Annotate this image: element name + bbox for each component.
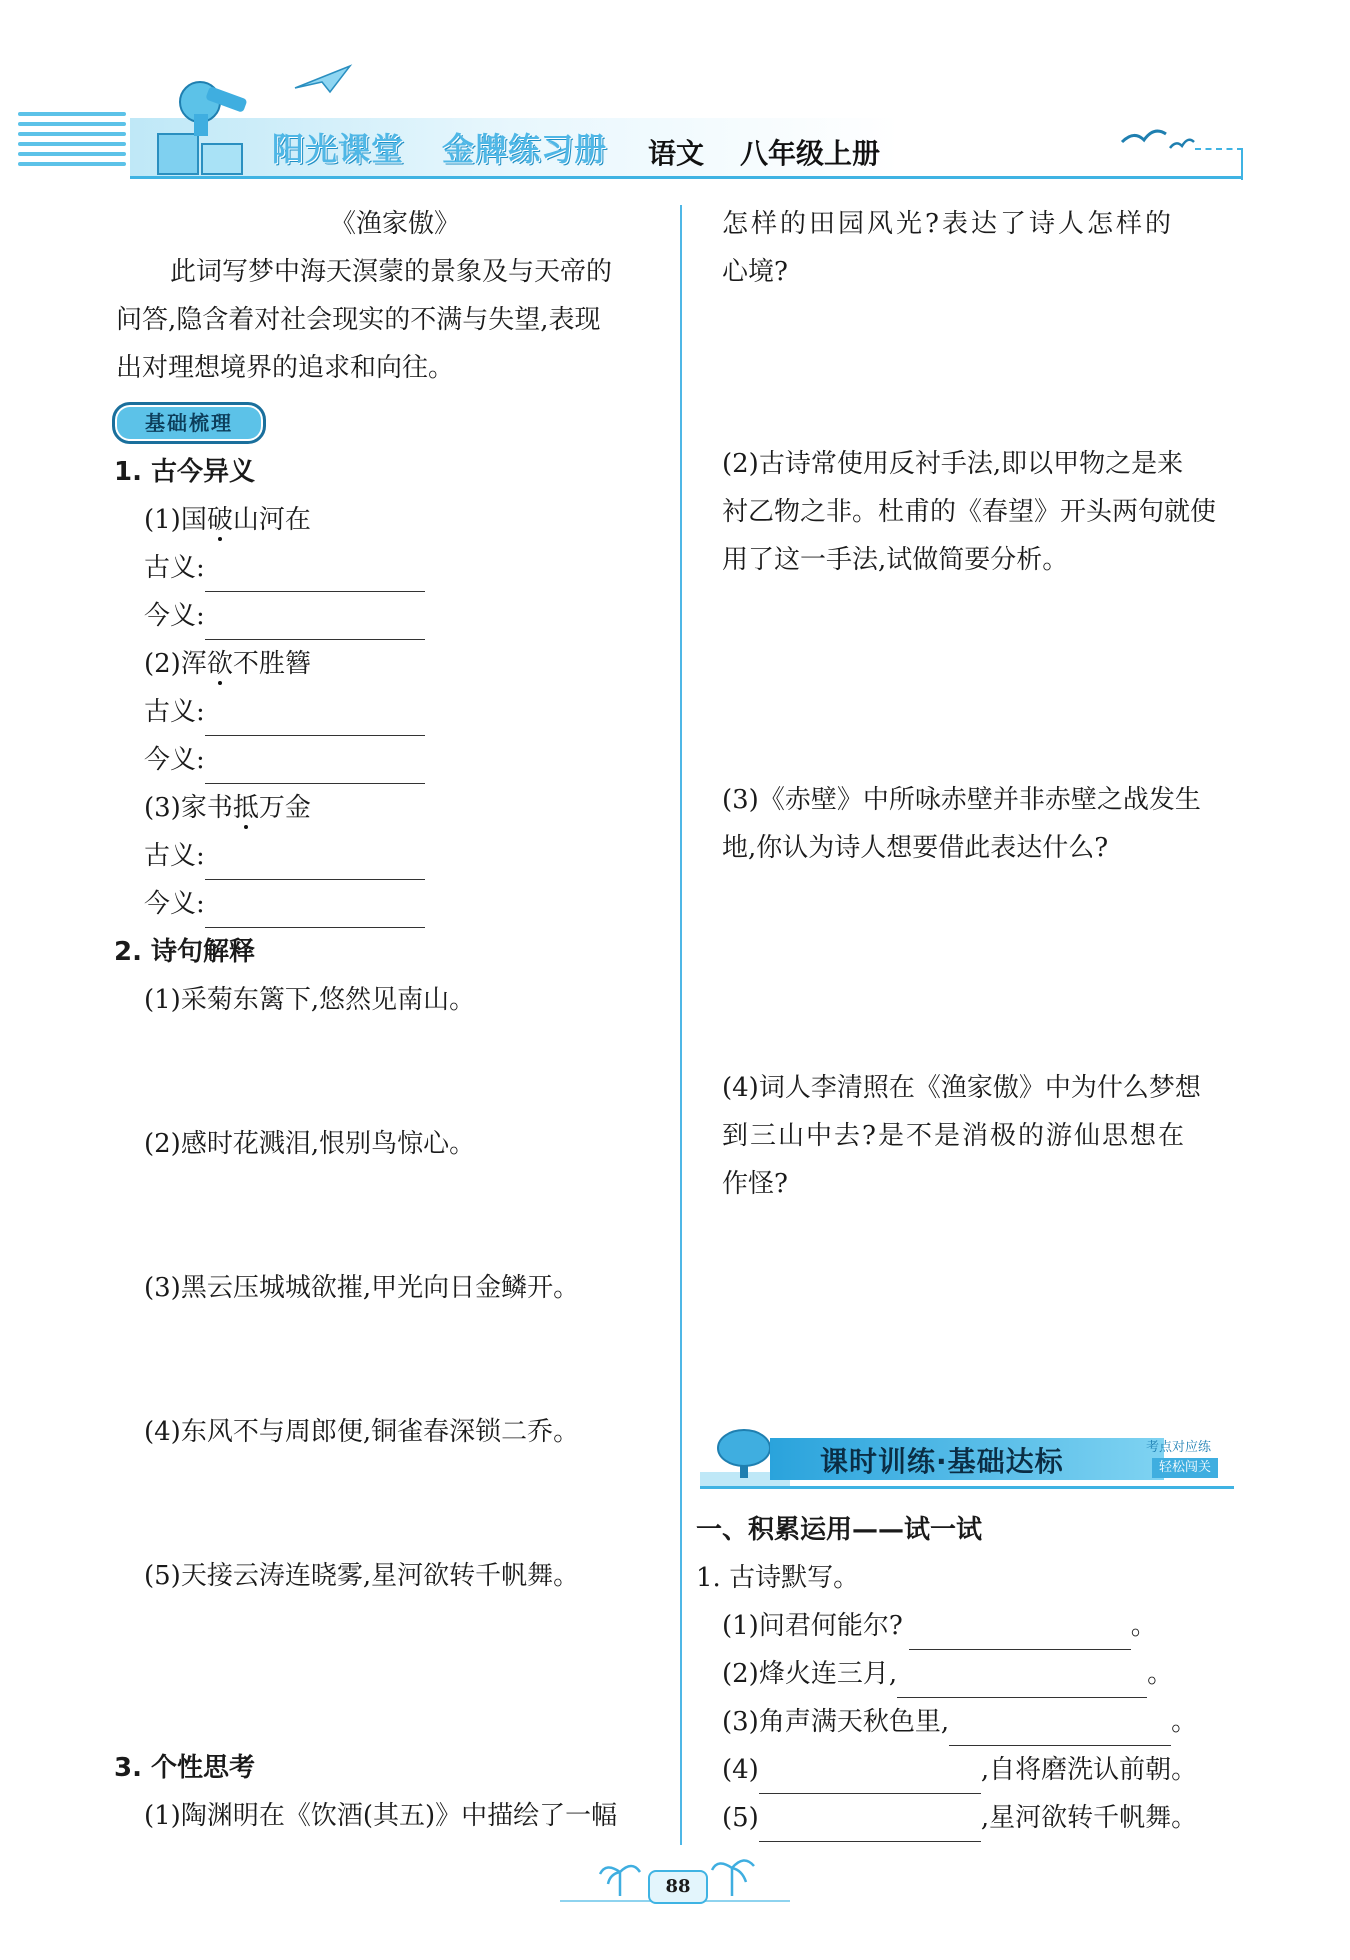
intro-line-3: 出对理想境界的追求和向往。	[116, 353, 455, 383]
q1-item-1-gu: 古义:	[144, 544, 425, 592]
q2-item-2: (2)感时花溅泪,恨别鸟惊心。	[144, 1129, 476, 1159]
emphasis-char: 破	[206, 505, 233, 535]
q3-item-1-line-2: 怎样的田园风光?表达了诗人怎样的	[722, 209, 1174, 239]
q1-item-3: (3)家书抵万金	[144, 793, 311, 823]
brand-left: 阳光课堂	[272, 130, 405, 168]
grade-label: 八年级上册	[740, 137, 881, 170]
fill-item-3: (3)角声满天秋色里, 。	[722, 1698, 1197, 1746]
section-banner	[700, 1426, 1234, 1492]
q2-item-4: (4)东风不与周郎便,铜雀春深锁二乔。	[144, 1417, 580, 1447]
answer-blank[interactable]	[205, 705, 425, 736]
page-number: 88	[648, 1870, 708, 1904]
answer-blank[interactable]	[205, 609, 425, 640]
q3-item-3-line-2: 地,你认为诗人想要借此表达什么?	[722, 833, 1109, 863]
intro-line-1: 此词写梦中海天溟蒙的景象及与天帝的	[170, 257, 613, 287]
emphasis-char: 抵	[232, 793, 259, 823]
palm-right-icon	[710, 1852, 756, 1898]
answer-blank[interactable]	[205, 897, 425, 928]
column-divider	[680, 205, 682, 1845]
answer-blank[interactable]	[759, 1811, 981, 1842]
q2-item-5: (5)天接云涛连晓雾,星河欲转千帆舞。	[144, 1561, 580, 1591]
q3-item-4-line-3: 作怪?	[722, 1169, 788, 1199]
fill-item-5: (5) ,星河欲转千帆舞。	[722, 1794, 1197, 1842]
q2-item-1: (1)采菊东篱下,悠然见南山。	[144, 985, 476, 1015]
part1-q1: 1. 古诗默写。	[696, 1563, 860, 1593]
q1-item-1-jin: 今义:	[144, 592, 425, 640]
telescope-illustration-icon	[150, 72, 260, 180]
paper-plane-icon	[290, 58, 360, 98]
section-side-bottom: 轻松闯关	[1152, 1458, 1218, 1478]
palm-left-icon	[596, 1858, 642, 1898]
part1-title: 一、积累运用——试一试	[696, 1515, 983, 1545]
answer-blank[interactable]	[759, 1763, 981, 1794]
q3-item-4-line-2: 到三山中去?是不是消极的游仙思想在	[722, 1121, 1186, 1151]
brand-right: 金牌练习册	[442, 130, 608, 168]
q3-item-2-line-2: 衬乙物之非。杜甫的《春望》开头两句就使	[722, 497, 1217, 527]
intro-line-2: 问答,隐含着对社会现实的不满与失望,表现	[116, 305, 601, 335]
answer-blank[interactable]	[949, 1715, 1171, 1746]
poem-title: 《渔家傲》	[330, 209, 461, 239]
header-stripes	[18, 112, 126, 178]
q1-item-3-gu: 古义:	[144, 832, 425, 880]
answer-blank[interactable]	[897, 1667, 1147, 1698]
fill-item-1: (1)问君何能尔? 。	[722, 1602, 1157, 1650]
q1-item-2-jin: 今义:	[144, 736, 425, 784]
answer-blank[interactable]	[909, 1619, 1131, 1650]
q2-title: 2. 诗句解释	[114, 937, 256, 967]
birds-icon	[1118, 118, 1198, 158]
answer-blank[interactable]	[205, 561, 425, 592]
q3-item-1-line-1: (1)陶渊明在《饮酒(其五)》中描绘了一幅	[144, 1801, 618, 1831]
q3-item-1-line-3: 心境?	[722, 257, 788, 287]
q3-item-2-line-3: 用了这一手法,试做简要分析。	[722, 545, 1069, 575]
fill-item-2: (2)烽火连三月, 。	[722, 1650, 1173, 1698]
section-side-top: 考点对应练	[1146, 1440, 1212, 1455]
section-banner-title: 课时训练·基础达标	[820, 1445, 1064, 1478]
answer-blank[interactable]	[205, 753, 425, 784]
header-rule	[130, 176, 1242, 179]
q3-item-2-line-1: (2)古诗常使用反衬手法,即以甲物之是来	[722, 449, 1184, 479]
q1-item-3-jin: 今义:	[144, 880, 425, 928]
subject-label: 语文	[648, 137, 705, 170]
q3-item-4-line-1: (4)词人李清照在《渔家傲》中为什么梦想	[722, 1073, 1201, 1103]
q1-item-2: (2)浑欲不胜簪	[144, 649, 311, 679]
q1-item-2-gu: 古义:	[144, 688, 425, 736]
q1-title: 1. 古今异义	[114, 457, 256, 487]
answer-blank[interactable]	[205, 849, 425, 880]
q3-title: 3. 个性思考	[114, 1753, 256, 1783]
q3-item-3-line-1: (3)《赤壁》中所咏赤壁并非赤壁之战发生	[722, 785, 1201, 815]
q1-item-1: (1)国破山河在	[144, 505, 311, 535]
q2-item-3: (3)黑云压城城欲摧,甲光向日金鳞开。	[144, 1273, 580, 1303]
emphasis-char: 欲	[206, 649, 233, 679]
fill-item-4: (4) ,自将磨洗认前朝。	[722, 1746, 1197, 1794]
section-badge: 基础梳理	[112, 402, 266, 444]
header-end-bracket	[1195, 148, 1243, 180]
